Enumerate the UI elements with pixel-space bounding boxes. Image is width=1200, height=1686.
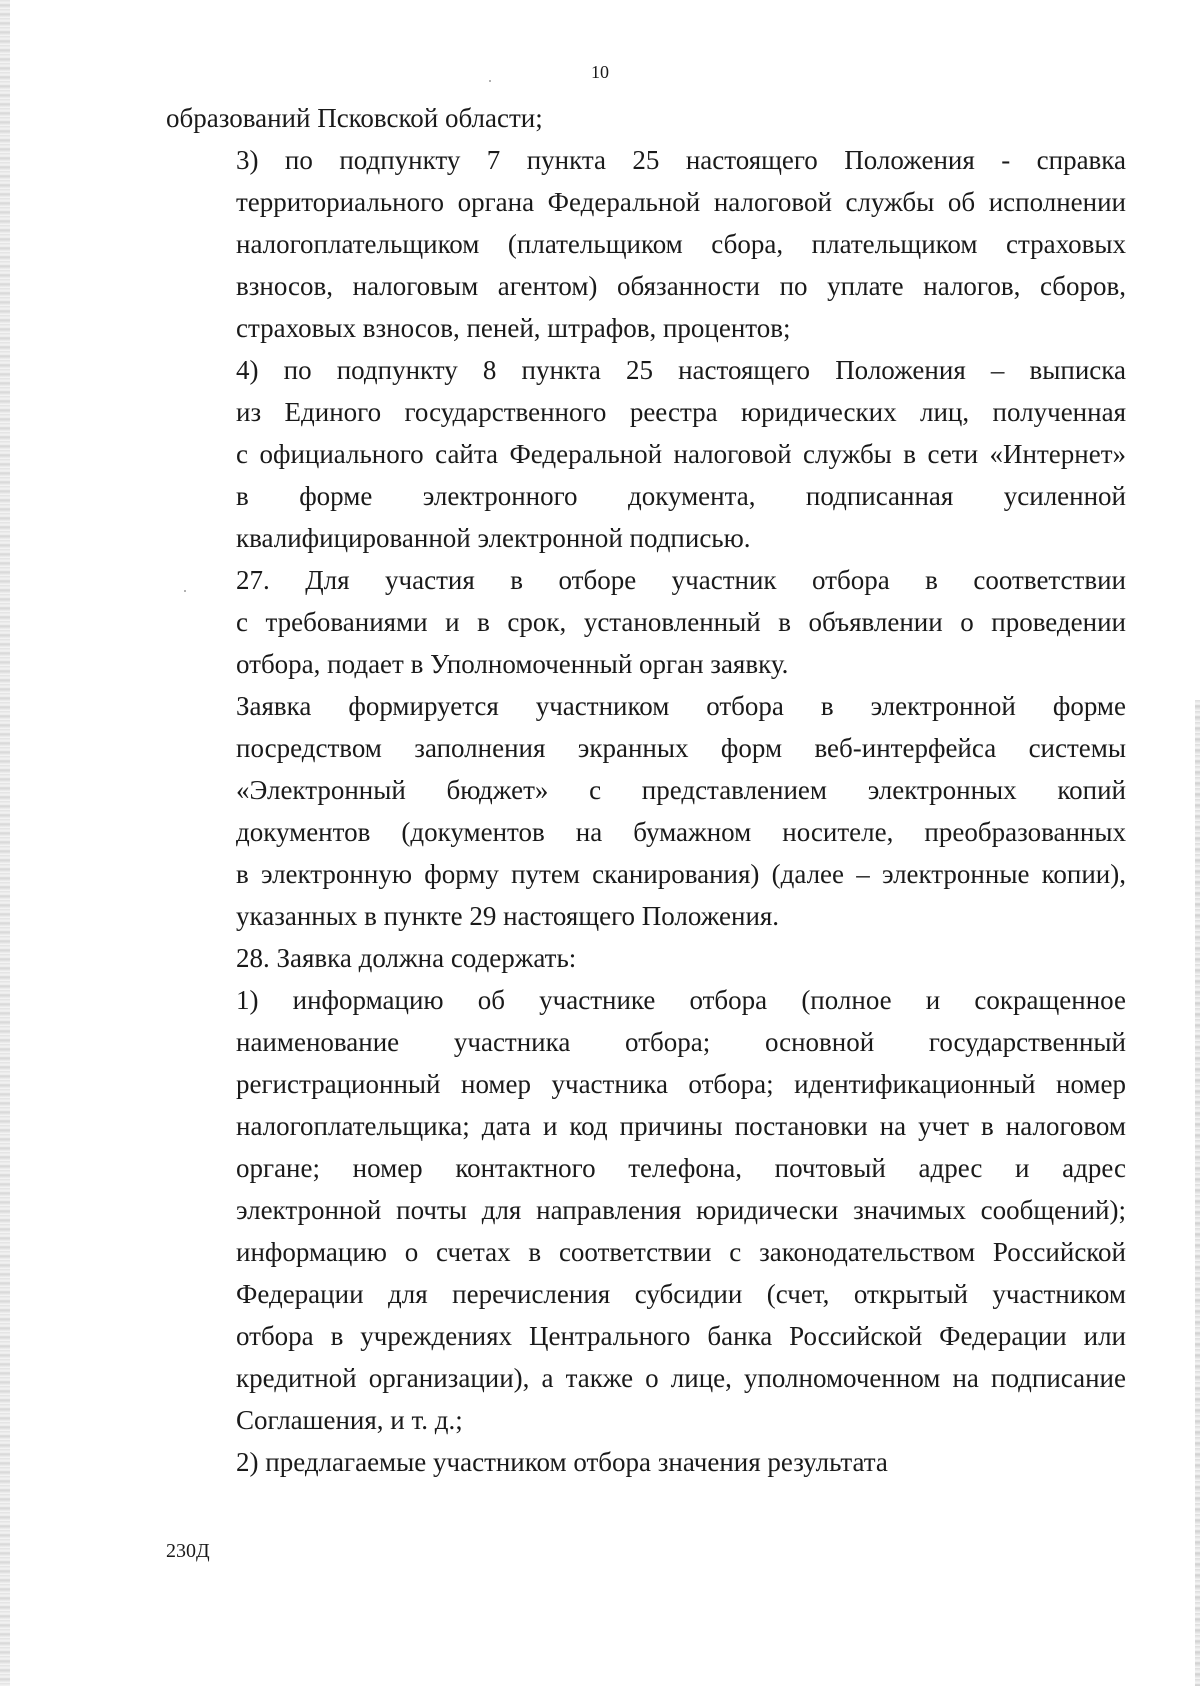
scan-edge-right [1195, 700, 1200, 1686]
text-line: образований Псковской области; [166, 103, 543, 133]
text-line: указанных в пункте 29 настоящего Положения. [236, 901, 780, 931]
text-line: наименование участника отбора; основной государственный [236, 1027, 1126, 1057]
page-number: 10 [591, 62, 609, 82]
text-line: 2) предлагаемые участником отбора значения результата [236, 1447, 888, 1477]
text-line: страховых взносов, пеней, штрафов, процентов; [236, 313, 791, 343]
text-line: Заявка формируется участником отбора в электронной форме [236, 691, 1126, 721]
paragraph-p-27 [166, 559, 1126, 685]
paragraph-p-28 [166, 937, 1126, 979]
text-line: кредитной организации), а также о лице, уполномоченном на подписание [236, 1363, 1126, 1393]
text-line: в электронную форму путем сканирования) (далее – электронные копии), [236, 859, 1126, 889]
text-line: документов (документов на бумажном носителе, преобразованных [236, 817, 1126, 847]
document-code: 230Д [166, 1540, 210, 1562]
text-line: 4) по подпункту 8 пункта 25 настоящего Положения – выписка [236, 355, 1126, 385]
paragraph-p-28-2 [166, 1441, 1126, 1483]
text-line: отбора в учреждениях Центрального банка Российской Федерации или [236, 1321, 1126, 1351]
text-line: из Единого государственного реестра юридических лиц, полученная [236, 397, 1126, 427]
text-line: с официального сайта Федеральной налоговой службы в сети «Интернет» [236, 439, 1126, 469]
text-line: Соглашения, и т. д.; [236, 1405, 463, 1435]
scan-edge-left [0, 0, 10, 1686]
text-line: взносов, налоговым агентом) обязанности по уплате налогов, сборов, [236, 271, 1126, 301]
paragraph-p-28-1 [166, 979, 1126, 1441]
text-line: 1) информацию об участнике отбора (полное и сокращенное [236, 985, 1126, 1015]
text-line: Федерации для перечисления субсидии (счет, открытый участником [236, 1279, 1126, 1309]
text-line: информацию о счетах в соответствии с законодательством Российской [236, 1237, 1126, 1267]
paragraph-p-zayavka [166, 685, 1126, 937]
text-line: «Электронный бюджет» с представлением электронных копий [236, 775, 1126, 805]
paragraph-p-intro [166, 97, 1126, 139]
text-line: электронной почты для направления юридически значимых сообщений); [236, 1195, 1126, 1225]
text-line: квалифицированной электронной подписью. [236, 523, 751, 553]
text-line: 28. Заявка должна содержать: [236, 943, 577, 973]
text-line: 27. Для участия в отборе участник отбора в соответствии [236, 565, 1126, 595]
text-line: посредством заполнения экранных форм веб-интерфейса системы [236, 733, 1126, 763]
text-line: регистрационный номер участника отбора; идентификационный номер [236, 1069, 1126, 1099]
text-line: отбора, подает в Уполномоченный орган заявку. [236, 649, 789, 679]
paragraph-p-sub4 [166, 349, 1126, 559]
paragraph-p-sub3 [166, 139, 1126, 349]
text-line: с требованиями и в срок, установленный в объявлении о проведении [236, 607, 1126, 637]
text-line: территориального органа Федеральной налоговой службы об исполнении [236, 187, 1126, 217]
text-line: 3) по подпункту 7 пункта 25 настоящего Положения - справка [236, 145, 1126, 175]
text-line: налогоплательщика; дата и код причины постановки на учет в налоговом [236, 1111, 1126, 1141]
text-line: в форме электронного документа, подписанная усиленной [236, 481, 1126, 511]
text-line: органе; номер контактного телефона, почтовый адрес и адрес [236, 1153, 1126, 1183]
text-line: налогоплательщиком (плательщиком сбора, плательщиком страховых [236, 229, 1126, 259]
document-body [166, 97, 1126, 1483]
